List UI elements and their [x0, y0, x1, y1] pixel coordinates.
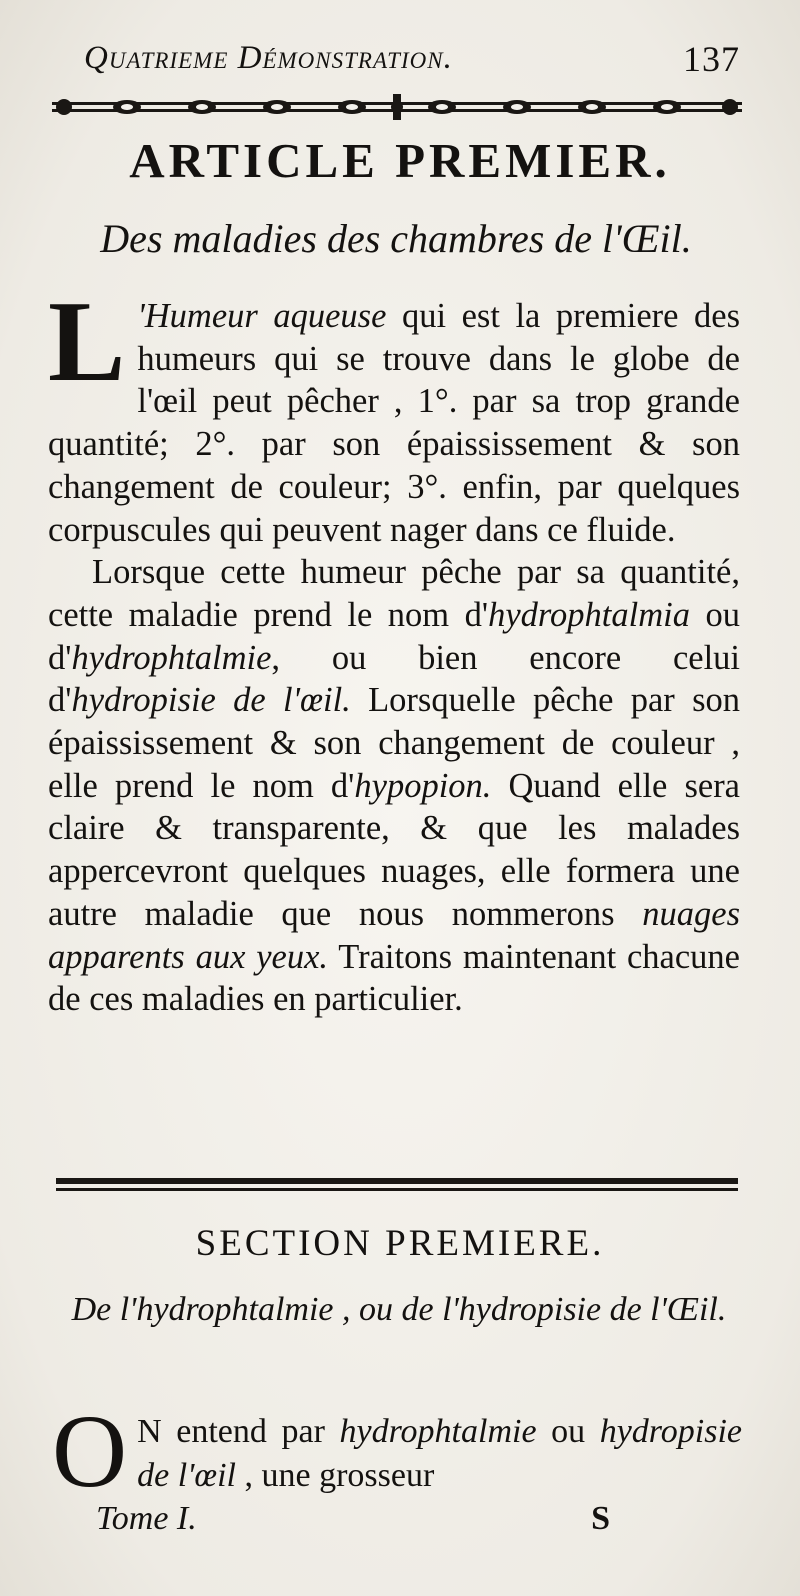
running-head-title: Quatrieme Démonstration. — [84, 40, 453, 76]
paragraph-text: Traitons maintenant chacune de ces maladies en particulier. — [48, 937, 740, 1019]
paragraph-text: ou d' — [48, 595, 740, 677]
paragraph-text: , une grosseur — [236, 1457, 435, 1494]
drop-cap: O — [52, 1394, 128, 1509]
paragraph-text: qui est la premiere des humeurs qui se trouve dans le globe de l'œil peut pêcher , 1°. par sa trop grande quantité; 2°. par son épaississement & son changement de couleur; 3°. enfin, par quelques corpuscules qui peuvent nager dans ce fluide. — [48, 297, 740, 549]
page-number: 137 — [683, 39, 740, 79]
italic-term: hydrophtalmie — [339, 1413, 537, 1450]
section-heading: SECTION PREMIERE. — [195, 1223, 605, 1264]
article-body — [48, 278, 740, 1021]
italic-term: hypopion. — [354, 766, 492, 805]
section-body — [52, 1394, 742, 1509]
italic-term: hydropisie de l'œil — [137, 1413, 742, 1494]
volume-label: Tome I. — [96, 1500, 197, 1537]
running-head — [84, 40, 740, 90]
italic-term: hydrophtalmia — [488, 595, 690, 634]
paragraph-text: Quand elle sera claire & transparente, & que les malades appercevront quelques nuages, elle formera une autre maladie que nous nommerons — [48, 766, 740, 933]
paragraph-2 — [48, 551, 740, 1021]
italic-term: 'Humeur aqueuse — [137, 297, 387, 335]
section-divider — [56, 1178, 738, 1194]
article-subtitle: Des maladies des chambres de l'Œil. — [100, 216, 692, 261]
paragraph-text: ou — [536, 1413, 600, 1450]
signature-line — [96, 1500, 610, 1544]
italic-term: hydrophtalmie — [71, 638, 272, 677]
italic-term: nuages apparents aux yeux. — [48, 894, 740, 976]
section-subtitle: De l'hydrophtalmie , ou de l'hydropisie de l'Œil. — [71, 1291, 727, 1328]
paragraph-text: Lorsque cette humeur pêche par sa quantité, cette maladie prend le nom d' — [48, 553, 740, 634]
signature-mark: S — [591, 1500, 610, 1537]
paragraph-text: N entend par — [137, 1413, 340, 1450]
ornament-band — [52, 92, 742, 122]
italic-term: hydropisie de l'œil. — [71, 681, 351, 720]
paragraph-1 — [48, 278, 740, 551]
drop-cap: L — [48, 278, 126, 406]
paragraph-text: , ou bien encore celui d' — [48, 638, 740, 720]
article-heading: ARTICLE PREMIER. — [129, 133, 671, 188]
paragraph-text: Lorsquelle pêche par son épaississement & son changement de couleur , elle prend le nom d' — [48, 681, 740, 805]
